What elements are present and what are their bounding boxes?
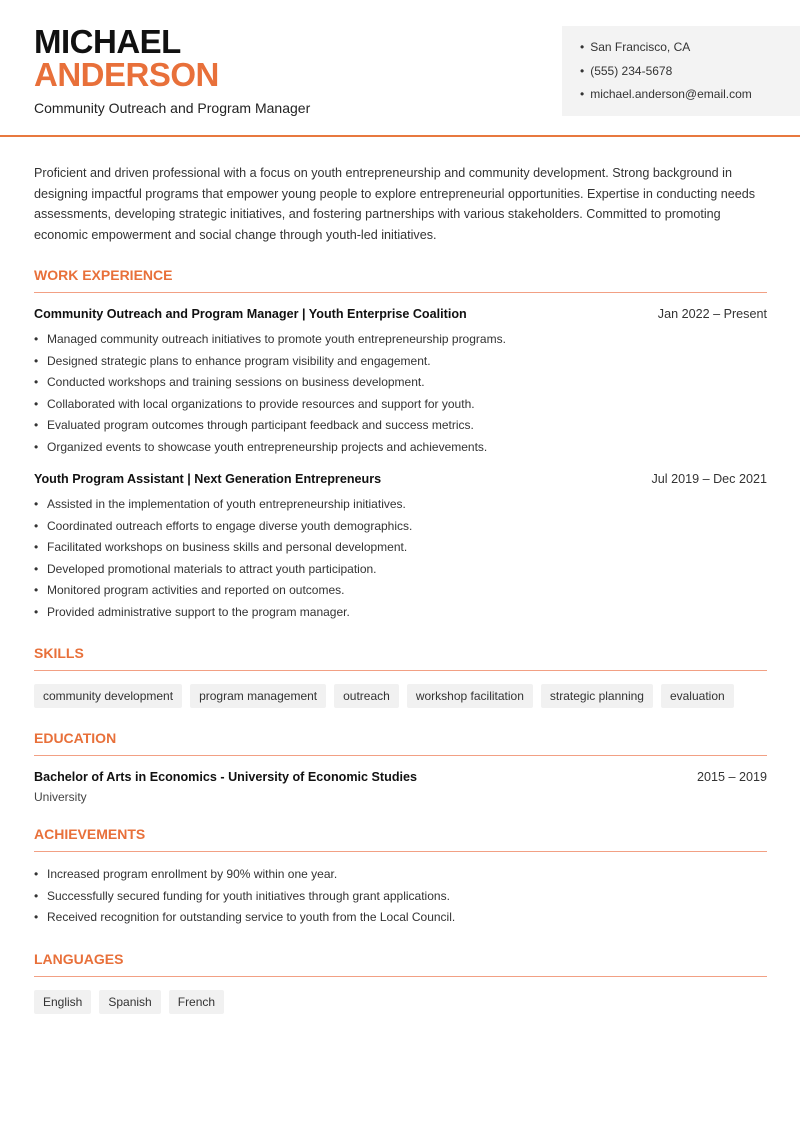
summary: Proficient and driven professional with a focus on youth entrepreneurship and community development. Strong background in designing impactful programs that empower young people to explore entrepreneurial opportunities. Expertise in conducting needs assessments, developing strategic initiatives, and fostering partnerships with various stakeholders. Committed to promoting economic empowerment and social change through youth-led initiatives. (34, 166, 756, 242)
skill-tag: workshop facilitation (407, 684, 533, 708)
resume-header (0, 0, 800, 137)
list-item: • Successfully secured funding for youth initiatives through grant applications. (34, 886, 767, 908)
language-tag: Spanish (99, 990, 160, 1014)
first-name: MICHAEL (34, 23, 181, 60)
education-date: 2015 – 2019 (696, 770, 767, 785)
list-item: • Evaluated program outcomes through participant feedback and success metrics. (34, 415, 767, 437)
job-bullets (34, 494, 767, 623)
skill-tag: outreach (334, 684, 399, 708)
skills-list (34, 684, 767, 708)
education-entry (34, 770, 767, 784)
list-item: • Collaborated with local organizations to provide resources and support for youth. (34, 394, 767, 416)
list-item: • Designed strategic plans to enhance program visibility and engagement. (34, 351, 767, 373)
list-item: • Monitored program activities and reported on outcomes. (34, 580, 767, 602)
education-type: University (34, 790, 87, 805)
education-heading: EDUCATION (34, 730, 767, 756)
list-item: • Coordinated outreach efforts to engage diverse youth demographics. (34, 516, 767, 538)
list-item: • Developed promotional materials to attract youth participation. (34, 559, 767, 581)
degree: Bachelor of Arts in Economics - University of Economic Studies (34, 770, 418, 785)
achievements-heading: ACHIEVEMENTS (34, 826, 767, 852)
job-date: Jan 2022 – Present (657, 307, 767, 322)
language-tag: English (34, 990, 91, 1014)
list-item: • Provided administrative support to the program manager. (34, 602, 767, 624)
job-entry-header (34, 307, 767, 321)
skill-tag: program management (190, 684, 326, 708)
list-item: • Assisted in the implementation of youth entrepreneurship initiatives. (34, 494, 767, 516)
languages-list (34, 990, 767, 1014)
contact-email[interactable]: • michael.anderson@email.com (580, 86, 800, 110)
contact-phone: • (555) 234-5678 (580, 63, 800, 87)
last-name: ANDERSON (34, 56, 219, 93)
skill-tag: strategic planning (541, 684, 653, 708)
language-tag: French (169, 990, 224, 1014)
skill-tag: community development (34, 684, 182, 708)
job-position: Community Outreach and Program Manager | Youth Enterprise Coalition (34, 307, 467, 322)
job-title: Community Outreach and Program Manager (34, 100, 311, 116)
list-item: • Organized events to showcase youth entrepreneurship projects and achievements. (34, 437, 767, 459)
list-item: • Increased program enrollment by 90% within one year. (34, 864, 767, 886)
list-item: • Conducted workshops and training sessions on business development. (34, 372, 767, 394)
job-date: Jul 2019 – Dec 2021 (651, 472, 767, 487)
job-bullets (34, 329, 767, 458)
skill-tag: evaluation (661, 684, 734, 708)
contact-location: • San Francisco, CA (580, 39, 800, 63)
work-experience-heading: WORK EXPERIENCE (34, 267, 767, 293)
achievements-list (34, 864, 767, 929)
job-position: Youth Program Assistant | Next Generation Entrepreneurs (34, 472, 382, 487)
list-item: • Facilitated workshops on business skills and personal development. (34, 537, 767, 559)
languages-heading: LANGUAGES (34, 951, 767, 977)
skills-heading: SKILLS (34, 645, 767, 671)
list-item: • Managed community outreach initiatives to promote youth entrepreneurship programs. (34, 329, 767, 351)
list-item: • Received recognition for outstanding service to youth from the Local Council. (34, 907, 767, 929)
contact-box (562, 26, 800, 116)
job-entry-header (34, 472, 767, 486)
